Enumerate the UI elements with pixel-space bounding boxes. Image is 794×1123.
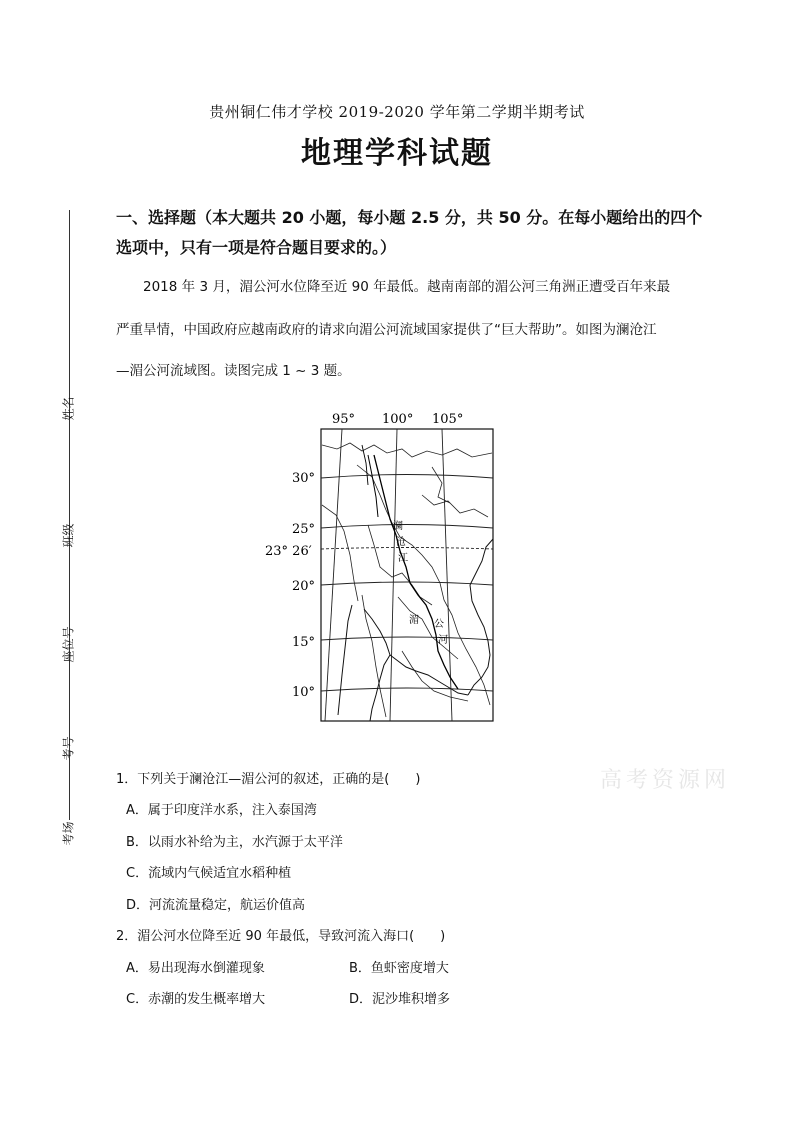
exam-room-field-label: 考场 [61, 821, 76, 846]
section-heading-line1: 一、选择题（本大题共 20 小题，每小题 2.5 分，共 50 分。在每小题给出的四个 [116, 208, 703, 227]
name-field-label: 姓名 [61, 396, 76, 421]
exam-subtitle: 贵州铜仁伟才学校 2019-2020 学年第二学期半期考试 [209, 103, 585, 121]
river-label-he: 河 [438, 635, 448, 646]
river-label-gong: 公 [434, 619, 444, 630]
lat-label-15: 15° [292, 635, 316, 650]
exam-number-field-label: 考号 [61, 736, 76, 761]
lon-label-95: 95° [332, 412, 356, 427]
passage-line-1: 2018 年 3 月，湄公河水位降至近 90 年最低。越南南部的湄公河三角洲正遭受百年来最 [143, 279, 671, 295]
binding-line [69, 210, 70, 820]
question-2-option-a: A．易出现海水倒灌现象 [126, 961, 265, 976]
river-label-cang: 沧 [396, 537, 406, 548]
question-1-option-d: D．河流流量稳定，航运价值高 [126, 898, 306, 913]
lat-label-25: 25° [292, 522, 316, 537]
passage-line-3: —湄公河流域图。读图完成 1 ~ 3 题。 [116, 363, 351, 379]
passage-line-2: 严重旱情，中国政府应越南政府的请求向湄公河流域国家提供了“巨大帮助”。如图为澜沧江 [116, 322, 657, 338]
question-2-option-d: D．泥沙堆积增多 [349, 992, 451, 1007]
lat-label-10: 10° [292, 685, 316, 700]
question-2-option-b: B．鱼虾密度增大 [349, 961, 449, 976]
question-1-option-a: A．属于印度洋水系，注入泰国湾 [126, 803, 317, 818]
lancang-mekong-basin-map [262, 405, 502, 727]
watermark: 高考资源网 [600, 768, 731, 793]
lon-label-105: 105° [432, 412, 464, 427]
question-2-stem: 2．湄公河水位降至近 90 年最低，导致河流入海口( ) [116, 929, 446, 944]
coastline [338, 539, 493, 721]
river-label-mei: 湄 [409, 615, 419, 626]
question-1-stem: 1．下列关于澜沧江—湄公河的叙述，正确的是( ) [116, 772, 421, 787]
page-title: 地理学科试题 [301, 136, 493, 171]
lon-label-100: 100° [382, 412, 414, 427]
river-label-jiang: 江 [398, 553, 408, 564]
seat-field-label: 座位号 [61, 626, 76, 663]
lat-label-20: 20° [292, 579, 316, 594]
question-2-option-c: C．赤潮的发生概率增大 [126, 992, 266, 1007]
section-heading-line2: 选项中，只有一项是符合题目要求的。） [116, 238, 397, 257]
lat-label-tropic: 23° 26′ [265, 544, 312, 559]
class-field-label: 班级 [61, 523, 76, 548]
question-1-option-c: C．流域内气候适宜水稻种植 [126, 866, 292, 881]
lat-label-30: 30° [292, 471, 316, 486]
section-heading [116, 203, 706, 263]
river-label-lan: 澜 [393, 521, 403, 532]
question-1-option-b: B．以雨水补给为主，水汽源于太平洋 [126, 835, 343, 850]
country-borders [322, 443, 492, 717]
